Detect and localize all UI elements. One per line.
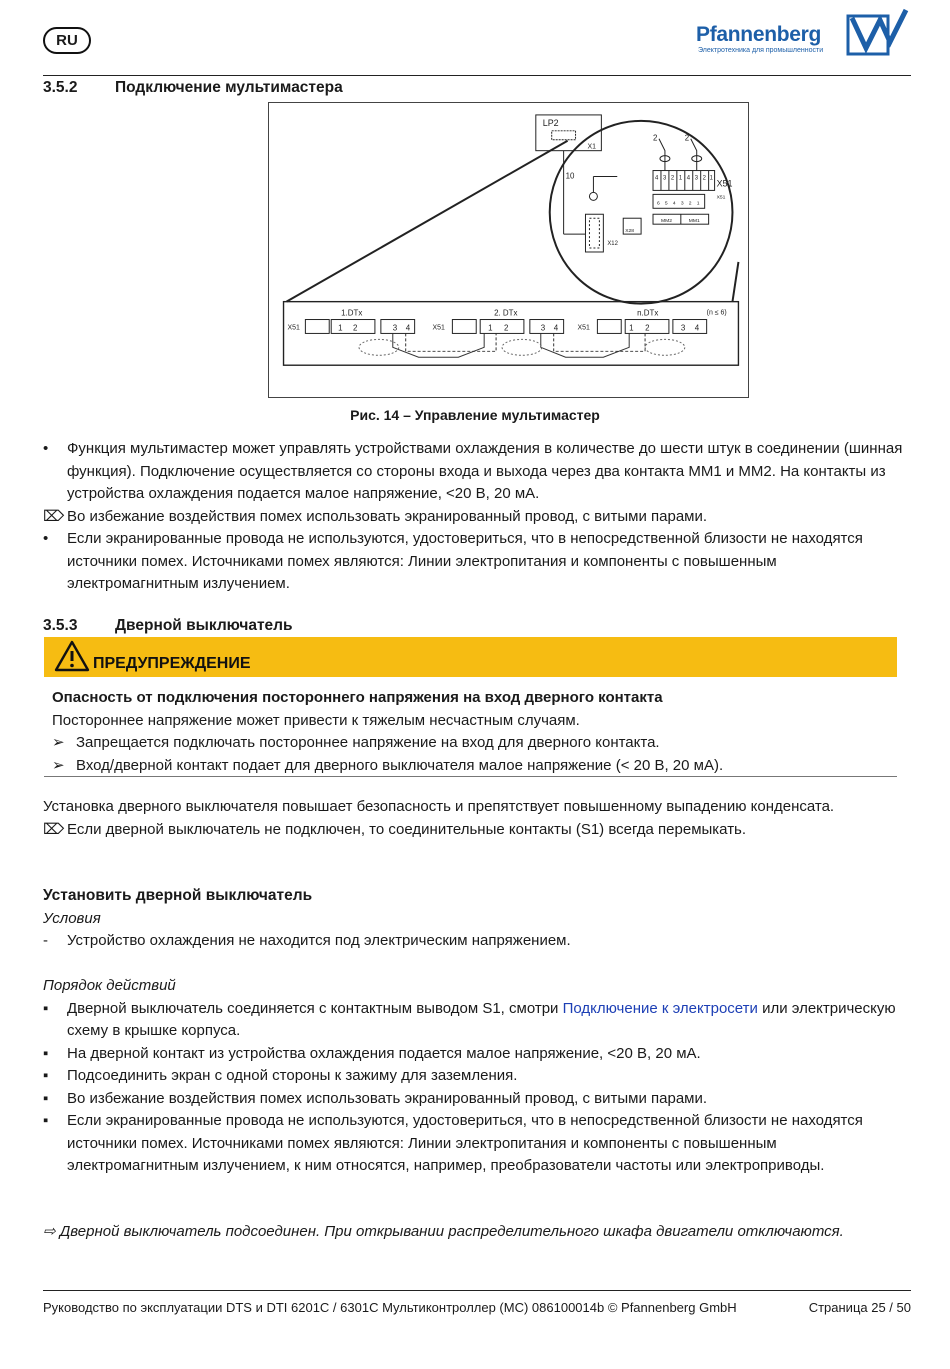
- list-item: ⌦ Во избежание воздействия помех использовать экранированный провод, с витыми парами.: [43, 506, 911, 529]
- result-text: Дверной выключатель подсоединен. При открывании распределительного шкафа двигатели отключаются.: [59, 1223, 844, 1240]
- install-title: Установить дверной выключатель: [43, 887, 313, 904]
- svg-text:3: 3: [680, 323, 686, 333]
- section-number: 3.5.2: [43, 79, 78, 96]
- x12-connector: [585, 214, 603, 252]
- lp2-label: LP2: [542, 117, 559, 128]
- svg-text:1: 1: [338, 323, 343, 333]
- warning-text: Постороннее напряжение может привести к тяжелым несчастным случаям.: [52, 711, 580, 729]
- company-logo-tagline: Электротехника для промышленности: [698, 47, 824, 54]
- figure-caption: Рис. 14 – Управление мультимастер: [350, 407, 600, 423]
- section-title: Дверной выключатель: [115, 617, 293, 634]
- warning-bottom-rule: [44, 776, 897, 777]
- conditions-label: Условия: [43, 909, 101, 927]
- note-icon: ⌦: [43, 507, 65, 525]
- x51-pin-top-2: 3: [662, 175, 667, 182]
- list-item: - Устройство охлаждения не находится под электрическим напряжением.: [43, 930, 911, 953]
- multimaster-wiring-diagram: [268, 102, 749, 398]
- multimaster-notes: [43, 438, 911, 596]
- x51-pin-top-5: 4: [686, 175, 691, 182]
- x51-pin-bottom-6: 1: [696, 201, 700, 207]
- section-title: Подключение мультимастера: [115, 79, 343, 96]
- dtx1-label: 1.DTx: [341, 308, 363, 318]
- footer-rule: [43, 1290, 911, 1291]
- door-intro: [43, 796, 911, 841]
- note-icon: ⌦: [43, 820, 65, 838]
- dash-marker: -: [43, 932, 48, 949]
- x51-pin-bottom-4: 3: [680, 201, 684, 207]
- warning-heading: Опасность от подключения постороннего напряжения на вход дверного контакта: [52, 689, 663, 706]
- x51-pin-bottom-3: 4: [672, 201, 676, 207]
- square-bullet: ▪: [43, 999, 49, 1017]
- company-logo-name: Pfannenberg: [696, 23, 822, 46]
- header-rule: [43, 75, 911, 76]
- x51-pin-top-8: 1: [709, 175, 713, 182]
- x1-label: X1: [587, 143, 596, 151]
- x12-label: X12: [607, 241, 618, 248]
- power-connection-link[interactable]: Подключение к электросети: [562, 999, 758, 1017]
- list-item: ▪ На дверной контакт из устройства охлаждения подается малое напряжение, <20 В, 20 мА.: [43, 1043, 911, 1066]
- x51-pin-top-1: 4: [655, 175, 659, 182]
- cable-mm1: [691, 139, 697, 171]
- svg-text:3: 3: [392, 323, 398, 333]
- cable-count-2b: 2: [684, 133, 690, 143]
- x51-pin-top-6: 3: [694, 175, 699, 182]
- svg-text:4: 4: [553, 323, 559, 333]
- detail-zoom-circle: [550, 121, 733, 304]
- ground-terminal-icon: [589, 192, 597, 200]
- x12-pins: [589, 218, 599, 248]
- dtx2-label: 2. DTx: [494, 308, 518, 318]
- arrow-marker-icon: ➢: [52, 734, 65, 751]
- steps-section: [43, 975, 911, 1178]
- warning-body: [52, 687, 897, 777]
- list-item: ➢ Запрещается подключать постороннее напряжение на вход для дверного контакта.: [52, 732, 897, 755]
- list-item: • Функция мультимастер может управлять устройствами охлаждения в количестве до шести штук в соединении (шинная функция). Подключение осуществляется со стороны входа и выхода через два контакта MM1 и MM2. На контакты из устройства охлаждения подается малое напряжение, <20 В, 20 мА.: [43, 440, 903, 502]
- square-bullet: ▪: [43, 1089, 49, 1107]
- square-bullet: ▪: [43, 1112, 49, 1129]
- pfannenberg-logo-icon: [846, 8, 910, 56]
- page-footer: [43, 1300, 911, 1315]
- svg-text:4: 4: [694, 323, 700, 333]
- svg-text:3: 3: [540, 323, 546, 333]
- x51-pin-top-3: 2: [670, 175, 675, 182]
- result-arrow-icon: ⇨: [43, 1223, 56, 1240]
- list-item: ▪ Подсоединить экран с одной стороны к зажиму для заземления.: [43, 1065, 911, 1088]
- arrow-marker-icon: ➢: [52, 756, 65, 774]
- list-item: ▪ Дверной выключатель соединяется с контактным выводом S1, смотри Подключение к электросети или электрическую схему в крышке корпуса.: [43, 999, 896, 1039]
- bus-wire-1-2: [393, 333, 484, 357]
- svg-text:4: 4: [405, 323, 411, 333]
- x51-pin-bottom-2: 5: [664, 201, 668, 207]
- zoom-line-left: [287, 141, 568, 302]
- door-intro-text: Установка дверного выключателя повышает безопасность и препятствует повышенному выпадению конденсата.: [43, 798, 835, 815]
- section-number: 3.5.3: [43, 617, 78, 634]
- zoom-line-right: [732, 262, 738, 302]
- x51-pin-bottom-1: 6: [656, 201, 660, 207]
- list-item: • Если экранированные провода не используются, удостовериться, что в непосредственной близости не находятся источники помех. Источниками помех являются: Линии электропитания и компоненты с повышенным электромагнитным излучением.: [43, 530, 863, 592]
- list-item: ⌦ Если дверной выключатель не подключен, то соединительные контакты (S1) всегда перемыкать.: [43, 819, 911, 842]
- svg-text:2: 2: [504, 323, 509, 333]
- svg-text:2: 2: [645, 323, 650, 333]
- bullet-marker: •: [43, 530, 49, 547]
- footer-document-title: Руководство по эксплуатации DTS и DTI 6201C / 6301C Мультиконтроллер (MC) 086100014b © Pfannenberg GmbH: [43, 1300, 737, 1315]
- list-item: ▪ Во избежание воздействия помех использовать экранированный провод, с витыми парами.: [43, 1088, 911, 1111]
- dtx2-x51-label: X51: [432, 324, 445, 332]
- cable-mm2: [659, 139, 665, 171]
- dtx1-x51-label: X51: [287, 324, 300, 332]
- square-bullet: ▪: [43, 1044, 49, 1062]
- max-units-note: (n ≤ 6): [706, 309, 727, 317]
- lp2-connector: [552, 131, 576, 140]
- mm1-label: MM1: [688, 219, 700, 225]
- square-bullet: ▪: [43, 1067, 49, 1084]
- bullet-marker: •: [43, 440, 49, 457]
- install-result: [43, 1221, 911, 1244]
- list-item: ➢ Вход/дверной контакт подает для дверного выключателя малое напряжение (< 20 В, 20 мА).: [52, 755, 897, 778]
- list-item: ▪ Если экранированные провода не используются, удостовериться, что в непосредственной близости не находятся источники помех. Источниками помех являются: Линии электропитания и компоненты с повышенным электромагнитным излучением, к ним относятся, например, преобразователи частоты или электроприводы.: [43, 1112, 863, 1174]
- svg-text:2: 2: [353, 323, 358, 333]
- mm2-label: MM2: [660, 219, 672, 225]
- x51-pin-top-4: 1: [678, 175, 683, 182]
- dtxn-label: n.DTx: [637, 308, 659, 318]
- x51-pin-top-7: 2: [702, 175, 706, 182]
- x51-pin-bottom-5: 2: [688, 201, 692, 207]
- warning-title: ПРЕДУПРЕЖДЕНИЕ: [93, 655, 251, 672]
- footer-page-number: Страница 25 / 50: [808, 1300, 911, 1315]
- section-3-5-3-heading: [43, 617, 293, 635]
- svg-text:1: 1: [629, 323, 634, 333]
- svg-text:1: 1: [488, 323, 493, 333]
- cable-count-2a: 2: [653, 133, 658, 143]
- steps-label: Порядок действий: [43, 977, 176, 994]
- x51-label: X51: [716, 178, 733, 189]
- language-badge: RU: [43, 27, 91, 54]
- dtxn-x51-label: X51: [577, 324, 590, 332]
- install-section: [43, 885, 911, 953]
- x51-small-label: X51: [716, 195, 726, 201]
- section-3-5-2-heading: [43, 79, 343, 97]
- warning-triangle-icon: [54, 640, 90, 672]
- x28-label: X28: [625, 229, 635, 235]
- cable-10-label: 10: [565, 171, 575, 181]
